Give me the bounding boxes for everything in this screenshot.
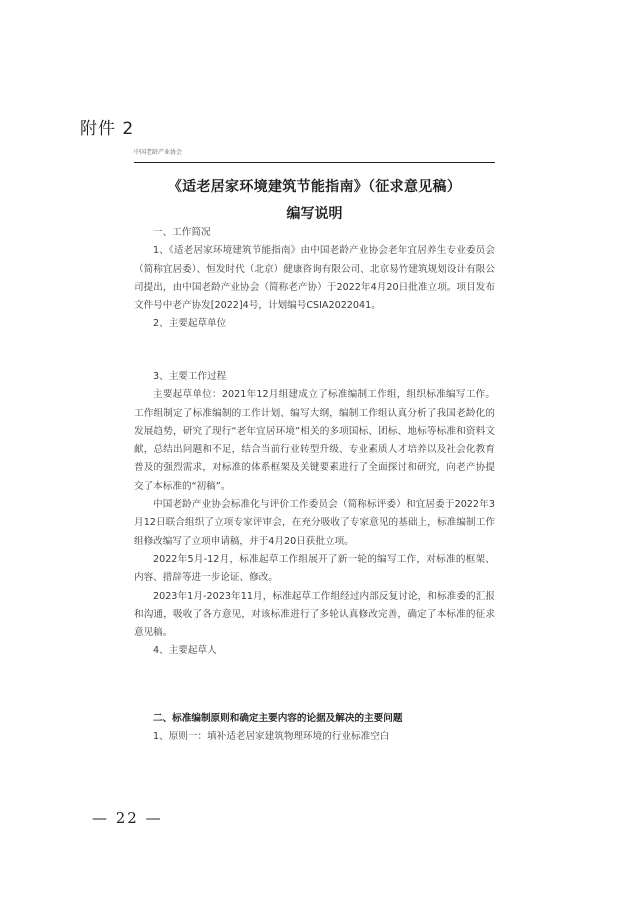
section-1-3-heading: 3、主要工作过程 [153, 371, 227, 382]
document-title: 《适老居家环境建筑节能指南》（征求意见稿） [167, 179, 462, 195]
section-1-4-heading: 4、主要起草人 [153, 645, 217, 657]
section-1-3-paragraph-1: 主要起草单位：2021年12月组建成立了标准编制工作组，组织标准编写工作。工作组制定了标准编制的工作计划、编写大纲，编制工作组认真分析了我国老龄化的发展趋势，研究了现行“老年宜居环境”相关的多项国标、团标、地标等标准和资料文献，总结出问题和不足，结合当前行业转型升级、专业素质人才培养以及社会化教育普及的强烈需求，对标准的体系框架及关键要素进行了全面探讨和研究，向老产协提交了本标准的“初稿”。 [134, 389, 495, 492]
document-subtitle: 编写说明 [286, 206, 343, 222]
section-2-block [134, 710, 495, 747]
attachment-label: 附件 2 [80, 119, 135, 139]
section-1-block-a [134, 224, 495, 334]
section-2-heading: 二、标准编制原则和确定主要内容的论据及解决的主要问题 [153, 713, 403, 724]
section-1-2-heading: 2、主要起草单位 [153, 318, 227, 330]
section-1-3-paragraph-2: 中国老龄产业协会标准化与评价工作委员会（简称标评委）和宜居委于2022年3月12日联合组织了立项专家评审会，在充分吸收了专家意见的基础上，标准编制工作组修改编写了立项申请稿，并于4月20日获批立项。 [134, 499, 495, 547]
section-1-3-paragraph-3: 2022年5月-12月，标准起草工作组展开了新一轮的编写工作，对标准的框架、内容、措辞等进一步论证、修改。 [134, 553, 495, 584]
section-1-1-paragraph: 1、《适老居家环境建筑节能指南》由中国老龄产业协会老年宜居养生专业委员会（简称宜居委）、恒发时代（北京）健康咨询有限公司、北京易竹建筑规划设计有限公司提出，由中国老龄产业协会（简称老产协）于2022年4月20日批准立项。项目发布文件号中老产协发[2022]4号，计划编号CSIA2022041。 [134, 245, 495, 312]
section-1-block-b [134, 368, 495, 661]
section-1-heading: 一、工作简况 [153, 227, 211, 238]
organization-header: 中国老龄产业协会 [134, 149, 183, 156]
section-2-1-heading: 1、原则一：填补适老居家建筑物理环境的行业标准空白 [153, 731, 390, 743]
header-rule [134, 162, 495, 163]
section-1-3-paragraph-4: 2023年1月-2023年11月，标准起草工作组经过内部反复讨论，和标准委的汇报和沟通，吸收了各方意见，对该标准进行了多轮认真修改完善，确定了本标准的征求意见稿。 [134, 590, 495, 639]
page-number: — 22 — [92, 809, 163, 827]
